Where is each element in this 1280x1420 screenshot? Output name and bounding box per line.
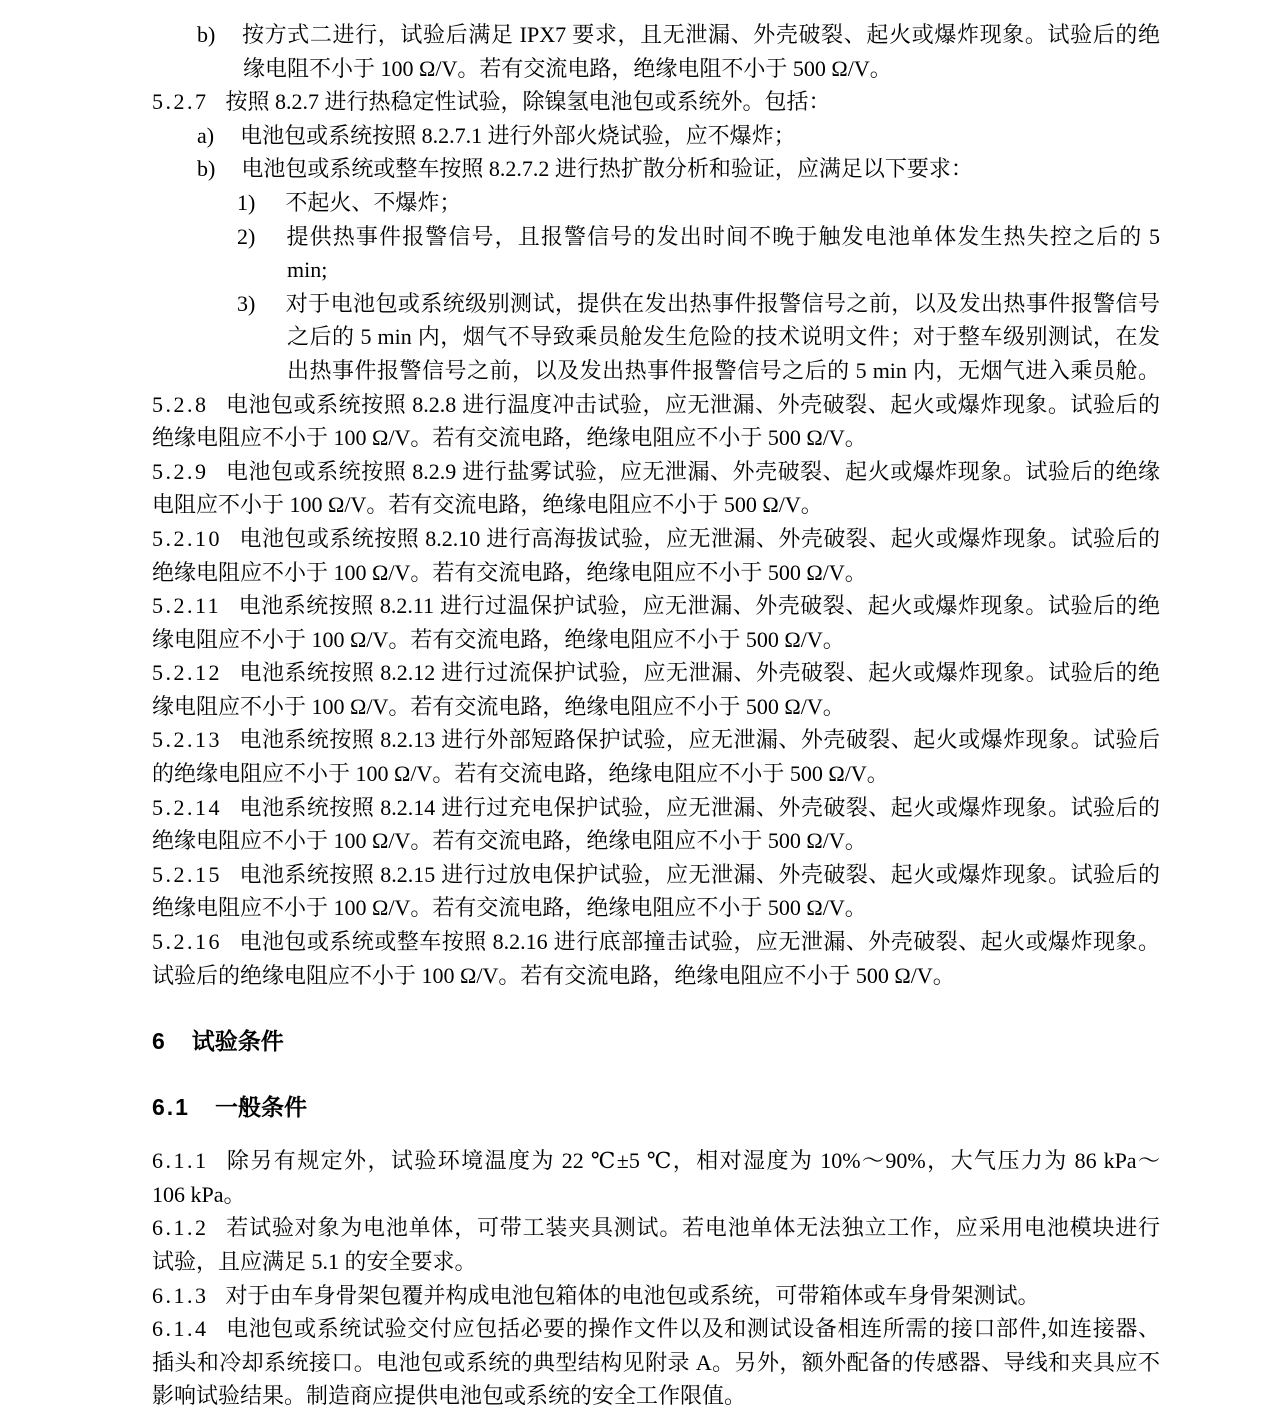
line-text: 影响试验结果。制造商应提供电池包或系统的安全工作限值。 [152, 1383, 747, 1409]
continuation-line [152, 1178, 1160, 1212]
item-marker: 2) [237, 223, 256, 249]
line-text: 试验，且应满足 5.1 的安全要求。 [152, 1249, 477, 1274]
item-marker: a) [197, 122, 215, 148]
section-number: 6.1 [152, 1094, 190, 1121]
section-number: 5.2.8 [152, 391, 209, 417]
section-paragraph-line [152, 723, 1160, 757]
continuation-line [152, 757, 1160, 791]
list-item-line [152, 18, 1160, 52]
section-number: 6.1.1 [152, 1148, 209, 1174]
line-text: 电池系统按照 8.2.12 进行过流保护试验，应无泄漏、外壳破裂、起火或爆炸现象。试验后的绝 [239, 660, 1160, 686]
section-number: 5.2.7 [152, 89, 209, 115]
line-text: 之后的 5 min 内，烟气不导致乘员舱发生危险的技术说明文件；对于整车级别测试，在发 [287, 324, 1160, 350]
list-item-line [152, 152, 1160, 186]
line-text: 一般条件 [214, 1094, 307, 1121]
section-paragraph-line [152, 388, 1160, 422]
section-paragraph-line [152, 455, 1160, 489]
section-number: 5.2.11 [152, 593, 222, 619]
continuation-line [152, 421, 1160, 455]
line-text: 缘电阻应不小于 100 Ω/V。若有交流电路，绝缘电阻应不小于 500 Ω/V。 [152, 693, 845, 719]
line-text: 出热事件报警信号之前，以及发出热事件报警信号之后的 5 min 内，无烟气进入乘员舱。 [287, 357, 1160, 383]
line-text: 电池系统按照 8.2.13 进行外部短路保护试验，应无泄漏、外壳破裂、起火或爆炸现象。试验后 [239, 727, 1160, 753]
line-text: 缘电阻不小于 100 Ω/V。若有交流电路，绝缘电阻不小于 500 Ω/V。 [243, 55, 892, 81]
continuation-line [152, 253, 1160, 287]
section-paragraph-line [152, 791, 1160, 825]
line-text: 的绝缘电阻应不小于 100 Ω/V。若有交流电路，绝缘电阻应不小于 500 Ω/V。 [152, 761, 889, 787]
line-text: 绝缘电阻应不小于 100 Ω/V。若有交流电路，绝缘电阻应不小于 500 Ω/V。 [152, 559, 867, 585]
line-text: 绝缘电阻应不小于 100 Ω/V。若有交流电路，绝缘电阻应不小于 500 Ω/V。 [152, 828, 867, 854]
line-text: 电池包或系统按照 8.2.7.1 进行外部火烧试验，应不爆炸； [240, 122, 796, 148]
line-text: 不起火、不爆炸； [285, 189, 462, 215]
line-text: 绝缘电阻应不小于 100 Ω/V。若有交流电路，绝缘电阻应不小于 500 Ω/V。 [152, 895, 867, 921]
section-paragraph-line [152, 1312, 1160, 1346]
line-text: 电池系统按照 8.2.11 进行过温保护试验，应无泄漏、外壳破裂、起火或爆炸现象。试验后的绝 [238, 593, 1160, 619]
line-text: 电池包或系统按照 8.2.10 进行高海拔试验，应无泄漏、外壳破裂、起火或爆炸现象。试验后的 [239, 525, 1160, 551]
chapter-number: 6 [152, 1028, 167, 1055]
continuation-line [152, 320, 1160, 354]
line-text: 缘电阻应不小于 100 Ω/V。若有交流电路，绝缘电阻应不小于 500 Ω/V。 [152, 626, 845, 652]
list-item-line [152, 220, 1160, 254]
line-text: 电阻应不小于 100 Ω/V。若有交流电路，绝缘电阻应不小于 500 Ω/V。 [152, 492, 823, 518]
section-paragraph-line [152, 1144, 1160, 1178]
section-number: 5.2.12 [152, 660, 222, 686]
section-number: 6.1.4 [152, 1316, 209, 1342]
item-marker: b) [197, 22, 216, 47]
line-text: 电池包或系统试验交付应包括必要的操作文件以及和测试设备相连所需的接口部件,如连接器、 [225, 1316, 1160, 1342]
continuation-line [152, 623, 1160, 657]
item-marker: 3) [237, 290, 256, 316]
line-text: 除另有规定外，试验环境温度为 22 ℃±5 ℃，相对湿度为 10%～90%，大气压力为 86 kPa～ [225, 1148, 1160, 1174]
section-number: 5.2.16 [152, 929, 222, 955]
section-number: 5.2.15 [152, 861, 222, 887]
continuation-line [152, 488, 1160, 522]
section-paragraph-line [152, 85, 1160, 119]
line-text: 提供热事件报警信号，且报警信号的发出时间不晚于触发电池单体发生热失控之后的 5 [285, 223, 1160, 249]
section-number: 5.2.14 [152, 794, 222, 820]
continuation-line [152, 556, 1160, 590]
section-number: 6.1.3 [152, 1282, 209, 1308]
line-text: 电池包或系统按照 8.2.9 进行盐雾试验，应无泄漏、外壳破裂、起火或爆炸现象。试验后的绝缘 [225, 458, 1160, 484]
list-item-line [152, 186, 1160, 220]
line-text: 106 kPa。 [152, 1181, 246, 1207]
section-paragraph-line [152, 858, 1160, 892]
line-text: 电池包或系统或整车按照 8.2.7.2 进行热扩散分析和验证，应满足以下要求： [241, 156, 973, 182]
chapter-heading [152, 1024, 1160, 1058]
line-text: 电池包或系统按照 8.2.8 进行温度冲击试验，应无泄漏、外壳破裂、起火或爆炸现象。试验后的 [225, 391, 1160, 417]
line-text: 插头和冷却系统接口。电池包或系统的典型结构见附录 A。另外，额外配备的传感器、导线和夹具应不 [152, 1349, 1160, 1375]
line-text: 绝缘电阻应不小于 100 Ω/V。若有交流电路，绝缘电阻应不小于 500 Ω/V。 [152, 425, 867, 451]
list-item-line [152, 287, 1160, 321]
line-text: min; [287, 257, 328, 283]
continuation-line [152, 1346, 1160, 1380]
line-text: 电池系统按照 8.2.14 进行过充电保护试验，应无泄漏、外壳破裂、起火或爆炸现象。试验后的 [239, 794, 1160, 820]
list-item-line [152, 119, 1160, 153]
line-text: 按方式二进行，试验后满足 IPX7 要求，且无泄漏、外壳破裂、起火或爆炸现象。试验后的绝 [241, 22, 1160, 47]
item-marker: 1) [237, 189, 256, 215]
line-text: 对于电池包或系统级别测试，提供在发出热事件报警信号之前，以及发出热事件报警信号 [285, 290, 1160, 316]
section-paragraph-line [152, 925, 1160, 959]
continuation-line [152, 891, 1160, 925]
continuation-line [152, 1245, 1160, 1279]
line-text: 试验后的绝缘电阻应不小于 100 Ω/V。若有交流电路，绝缘电阻应不小于 500 Ω/V。 [152, 962, 955, 988]
line-text: 对于由车身骨架包覆并构成电池包箱体的电池包或系统，可带箱体或车身骨架测试。 [225, 1282, 1040, 1308]
section-paragraph-line [152, 1211, 1160, 1245]
continuation-line [152, 1379, 1160, 1413]
continuation-line [152, 354, 1160, 388]
section-paragraph-line [152, 522, 1160, 556]
section-number: 5.2.10 [152, 525, 222, 551]
continuation-line [152, 690, 1160, 724]
continuation-line [152, 824, 1160, 858]
section-number: 6.1.2 [152, 1215, 209, 1241]
line-text: 若试验对象为电池单体，可带工装夹具测试。若电池单体无法独立工作，应采用电池模块进行 [225, 1215, 1160, 1241]
section-paragraph-line [152, 589, 1160, 623]
section-number: 5.2.13 [152, 727, 222, 753]
line-text: 电池包或系统或整车按照 8.2.16 进行底部撞击试验，应无泄漏、外壳破裂、起火或爆炸现象。 [239, 929, 1160, 955]
line-text: 按照 8.2.7 进行热稳定性试验，除镍氢电池包或系统外。包括： [225, 89, 831, 115]
line-text: 试验条件 [191, 1028, 284, 1055]
section-heading [152, 1090, 1160, 1124]
continuation-line [152, 959, 1160, 993]
section-paragraph-line [152, 656, 1160, 690]
continuation-line [152, 52, 1160, 86]
section-paragraph-line [152, 1279, 1160, 1313]
item-marker: b) [197, 156, 216, 182]
section-number: 5.2.9 [152, 458, 209, 484]
line-text: 电池系统按照 8.2.15 进行过放电保护试验，应无泄漏、外壳破裂、起火或爆炸现象。试验后的 [239, 861, 1160, 887]
